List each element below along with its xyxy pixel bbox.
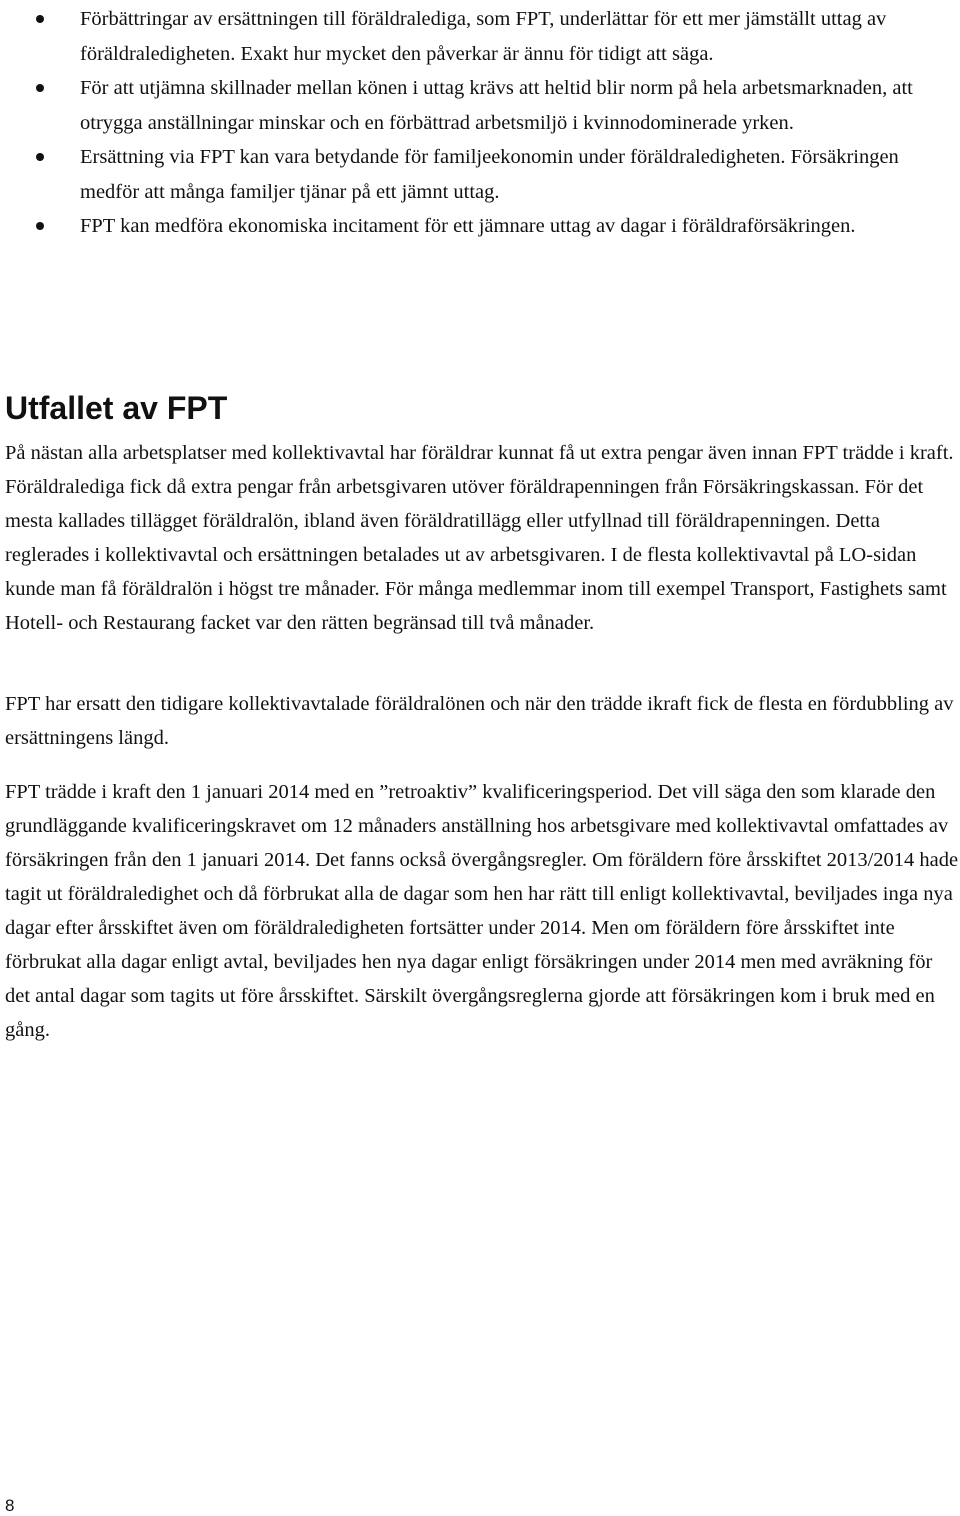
bullet-item [0, 209, 960, 244]
bullet-dot-icon [36, 222, 44, 230]
bullet-text: FPT kan medföra ekonomiska incitament för ett jämnare uttag av dagar i föräldraförsäkringen. [80, 215, 856, 237]
bullet-dot-icon [36, 84, 44, 92]
bullet-item [0, 71, 960, 140]
paragraph: FPT har ersatt den tidigare kollektivavtalade föräldralönen och när den trädde ikraft fick de flesta en fördubbling av ersättningens längd. [5, 693, 954, 749]
page-number: 8 [5, 1496, 15, 1515]
bullet-dot-icon [36, 15, 44, 23]
bullet-text: Ersättning via FPT kan vara betydande för familjeekonomin under föräldraledigheten. Försäkringen medför att många familjer tjänar på ett jämnt uttag. [80, 146, 899, 203]
bullet-dot-icon [36, 153, 44, 161]
bullet-list [0, 2, 960, 244]
bullet-text: Förbättringar av ersättningen till föräldralediga, som FPT, underlättar för ett mer jämställt uttag av föräldraledigheten. Exakt hur mycket den påverkar är ännu för tidigt att säga. [80, 8, 887, 65]
paragraph: FPT trädde i kraft den 1 januari 2014 med en ”retroaktiv” kvalificeringsperiod. Det vill säga den som klarade den grundläggande kvalificeringskravet om 12 månaders anställning hos arbetsgivare med kollektivavtal omfattades av försäkringen från den 1 januari 2014. Det fanns också övergångsregler. Om föräldern före årsskiftet 2013/2014 hade tagit ut föräldraledighet och då förbrukat alla de dagar som hen har rätt till enligt kollektivavtal, beviljades inga nya dagar efter årsskiftet även om föräldraledigheten fortsätter under 2014. Men om föräldern före årsskiftet inte förbrukat alla dagar enligt avtal, beviljades hen nya dagar enligt försäkringen under 2014 men med avräkning för det antal dagar som tagits ut före årsskiftet. Särskilt övergångsreglerna gjorde att försäkringen kom i bruk med en gång. [5, 781, 959, 1041]
section-heading: Utfallet av FPT [5, 390, 228, 426]
bullet-item [0, 2, 960, 71]
paragraph: På nästan alla arbetsplatser med kollektivavtal har föräldrar kunnat få ut extra pengar även innan FPT trädde i kraft. Föräldralediga fick då extra pengar från arbetsgivaren utöver föräldrapenningen från Försäkringskassan. För det mesta kallades tillägget föräldralön, ibland även föräldratillägg eller utfyllnad till föräldrapenningen. Detta reglerades i kollektivavtal och ersättningen betalades ut av arbetsgivaren. I de flesta kollektivavtal på LO-sidan kunde man få föräldralön i högst tre månader. För många medlemmar inom till exempel Transport, Fastighets samt Hotell- och Restaurang facket var den rätten begränsad till två månader. [5, 442, 954, 634]
bullet-text: För att utjämna skillnader mellan könen i uttag krävs att heltid blir norm på hela arbetsmarknaden, att otrygga anställningar minskar och en förbättrad arbetsmiljö i kvinnodominerade yrken. [80, 77, 913, 134]
bullet-item [0, 140, 960, 209]
